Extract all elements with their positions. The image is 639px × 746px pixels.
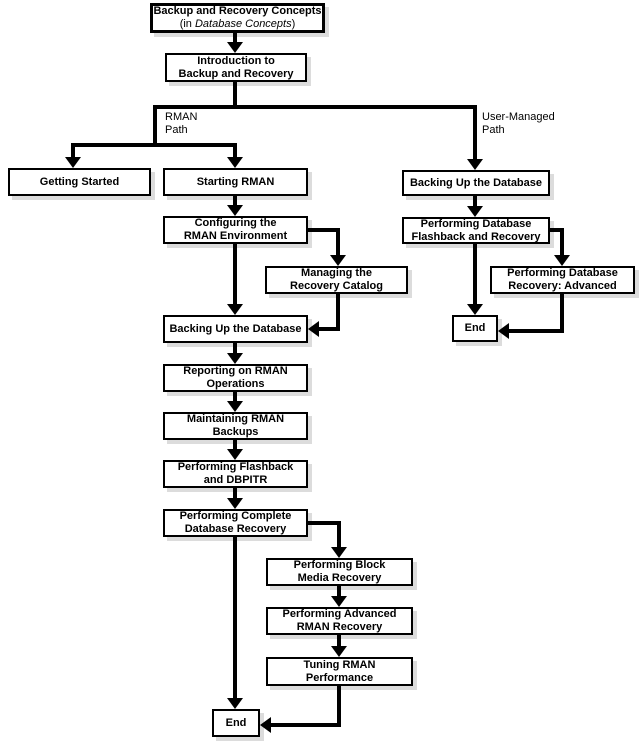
arrowhead-into-end-rman-side bbox=[260, 717, 271, 733]
arrowhead-into-flashback-user bbox=[467, 206, 483, 217]
connector-catalog-backup-drop bbox=[336, 294, 340, 331]
node-introduction-backup-recovery: Introduction to Backup and Recovery bbox=[165, 53, 307, 82]
label-user-managed-path: User-Managed Path bbox=[482, 111, 555, 136]
node-tuning-rman-performance: Tuning RMAN Performance bbox=[266, 657, 413, 686]
arrowhead-into-complete bbox=[227, 498, 243, 509]
connector-flashback-advanceduser-horizontal bbox=[550, 228, 564, 232]
arrowhead-into-backup-rman-side bbox=[308, 321, 319, 337]
connector-to-backup-user bbox=[473, 109, 477, 160]
arrowhead-into-backup-rman bbox=[227, 304, 243, 315]
connector-advanceduser-enduser-drop bbox=[560, 294, 564, 333]
arrowhead-into-reporting bbox=[227, 353, 243, 364]
arrowhead-into-advanced-rman bbox=[331, 596, 347, 607]
arrowhead-into-blockmedia bbox=[331, 547, 347, 558]
node-maintaining-rman-backups: Maintaining RMAN Backups bbox=[163, 412, 308, 440]
connector-configuring-backup bbox=[233, 244, 237, 305]
connector-advanceduser-enduser-horizontal bbox=[509, 329, 564, 333]
node-backup-recovery-concepts bbox=[150, 3, 325, 33]
arrowhead-into-end-user bbox=[467, 304, 483, 315]
label-rman-path: RMAN Path bbox=[165, 111, 198, 136]
node-performing-flashback-dbpitr: Performing Flashback and DBPITR bbox=[163, 460, 308, 488]
arrowhead-into-dbpitr bbox=[227, 449, 243, 460]
node-title: Backup and Recovery Concepts bbox=[153, 5, 322, 17]
connector-flashback-advanceduser-drop bbox=[560, 228, 564, 256]
node-starting-rman: Starting RMAN bbox=[163, 168, 308, 196]
node-performing-advanced-rman-recovery: Performing Advanced RMAN Recovery bbox=[266, 607, 413, 635]
node-reporting-rman-operations: Reporting on RMAN Operations bbox=[163, 364, 308, 392]
arrowhead-into-maintaining bbox=[227, 401, 243, 412]
node-end-rman-path: End bbox=[212, 709, 260, 737]
connector-configuring-catalog-drop bbox=[336, 228, 340, 256]
connector-complete-blockmedia-horizontal bbox=[308, 521, 341, 525]
connector-rman-split-horizontal bbox=[71, 143, 237, 147]
node-configuring-rman-environment: Configuring the RMAN Environment bbox=[163, 216, 308, 244]
node-backing-up-database-rman: Backing Up the Database bbox=[163, 315, 308, 343]
arrowhead-into-tuning bbox=[331, 646, 347, 657]
arrowhead-into-catalog bbox=[330, 255, 346, 266]
node-managing-recovery-catalog: Managing the Recovery Catalog bbox=[265, 266, 408, 294]
connector-tuning-end-horizontal bbox=[271, 723, 341, 727]
arrowhead-into-getting-started bbox=[65, 157, 81, 168]
node-performing-block-media-recovery: Performing Block Media Recovery bbox=[266, 558, 413, 586]
connector-configuring-catalog-horizontal bbox=[308, 228, 340, 232]
node-subtitle: (in Database Concepts) bbox=[179, 18, 296, 30]
arrowhead-into-end-user-side bbox=[498, 323, 509, 339]
node-performing-database-flashback-recovery: Performing Database Flashback and Recovery bbox=[402, 217, 550, 244]
connector-branch-horizontal bbox=[153, 105, 477, 109]
arrowhead-into-advanced-user bbox=[554, 255, 570, 266]
node-performing-complete-database-recovery: Performing Complete Database Recovery bbox=[163, 509, 308, 537]
connector-branch-rman-drop bbox=[153, 105, 157, 147]
arrowhead-into-starting-rman bbox=[227, 157, 243, 168]
node-backing-up-database-user: Backing Up the Database bbox=[402, 170, 550, 196]
arrowhead-into-end-rman bbox=[227, 698, 243, 709]
node-end-user-managed-path: End bbox=[452, 315, 498, 342]
connector-blockmedia-advanced bbox=[337, 586, 341, 596]
connector-flashback-enduser bbox=[473, 244, 477, 305]
node-performing-database-recovery-advanced: Performing Database Recovery: Advanced bbox=[490, 266, 635, 294]
arrowhead-into-configuring bbox=[227, 205, 243, 216]
arrowhead-into-backup-user bbox=[467, 159, 483, 170]
connector-complete-end bbox=[233, 537, 237, 698]
connector-tuning-end-drop bbox=[337, 686, 341, 727]
connector-advanced-tuning bbox=[337, 635, 341, 646]
node-getting-started: Getting Started bbox=[8, 168, 151, 196]
connector-catalog-backup-horizontal bbox=[319, 327, 340, 331]
arrowhead-into-intro bbox=[227, 42, 243, 53]
